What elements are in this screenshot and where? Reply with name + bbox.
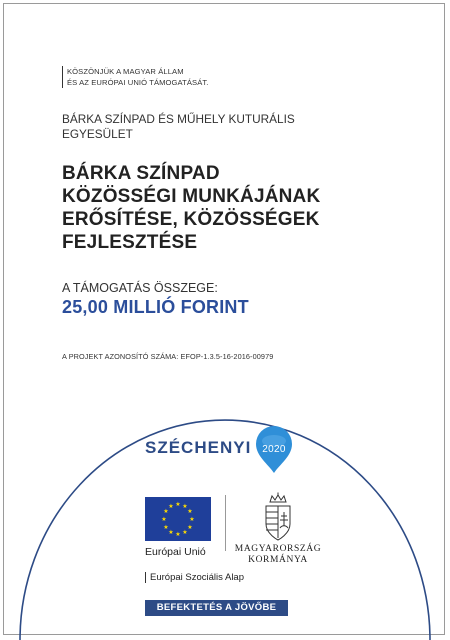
support-amount-value: 25,00 MILLIÓ FORINT bbox=[62, 297, 249, 317]
project-id: A PROJEKT AZONOSÍTÓ SZÁMA: EFOP-1.3.5-16-2016-00979 bbox=[62, 352, 274, 361]
svg-text:★: ★ bbox=[161, 516, 167, 523]
project-title bbox=[62, 162, 392, 254]
project-title-line-1: BÁRKA SZÍNPAD bbox=[62, 163, 220, 184]
svg-text:★: ★ bbox=[175, 501, 181, 508]
svg-text:★: ★ bbox=[182, 529, 188, 536]
support-amount-label: A TÁMOGATÁS ÖSSZEGE: bbox=[62, 281, 218, 295]
government-line-1: MAGYARORSZÁG bbox=[234, 544, 322, 554]
government-label bbox=[228, 544, 328, 566]
project-title-line-4: FEJLESZTÉSE bbox=[62, 232, 198, 253]
slogan-banner: BEFEKTETÉS A JÖVŐBE bbox=[145, 600, 288, 616]
hungarian-coat-of-arms-icon bbox=[256, 492, 300, 544]
beneficiary-name bbox=[62, 112, 362, 142]
svg-text:★: ★ bbox=[187, 508, 193, 515]
logo-divider bbox=[225, 495, 226, 551]
svg-text:★: ★ bbox=[163, 524, 169, 531]
eu-stars-icon bbox=[145, 497, 211, 541]
szechenyi-year: 2020 bbox=[262, 444, 286, 455]
svg-text:★: ★ bbox=[175, 531, 181, 538]
thanks-line-2: ÉS AZ EURÓPAI UNIÓ TÁMOGATÁSÁT. bbox=[67, 78, 209, 87]
svg-text:★: ★ bbox=[182, 503, 188, 510]
svg-text:★: ★ bbox=[187, 524, 193, 531]
eu-flag-icon bbox=[145, 497, 211, 541]
fund-label: Európai Szociális Alap bbox=[145, 572, 244, 583]
government-line-2: KORMÁNYA bbox=[248, 555, 308, 565]
svg-text:★: ★ bbox=[163, 508, 169, 515]
thanks-line-1: KÖSZÖNJÜK A MAGYAR ÁLLAM bbox=[67, 67, 184, 76]
svg-text:★: ★ bbox=[189, 516, 195, 523]
beneficiary-line-2: EGYESÜLET bbox=[62, 127, 133, 141]
project-title-line-3: ERŐSÍTÉSE, KÖZÖSSÉGEK bbox=[62, 209, 320, 230]
svg-text:★: ★ bbox=[168, 503, 174, 510]
beneficiary-line-1: BÁRKA SZÍNPAD ÉS MŰHELY KUTURÁLIS bbox=[62, 112, 295, 126]
thanks-note bbox=[62, 66, 209, 88]
svg-text:★: ★ bbox=[168, 529, 174, 536]
project-title-line-2: KÖZÖSSÉGI MUNKÁJÁNAK bbox=[62, 186, 321, 207]
szechenyi-wordmark: SZÉCHENYI bbox=[145, 438, 252, 457]
eu-label: Európai Unió bbox=[145, 546, 206, 558]
